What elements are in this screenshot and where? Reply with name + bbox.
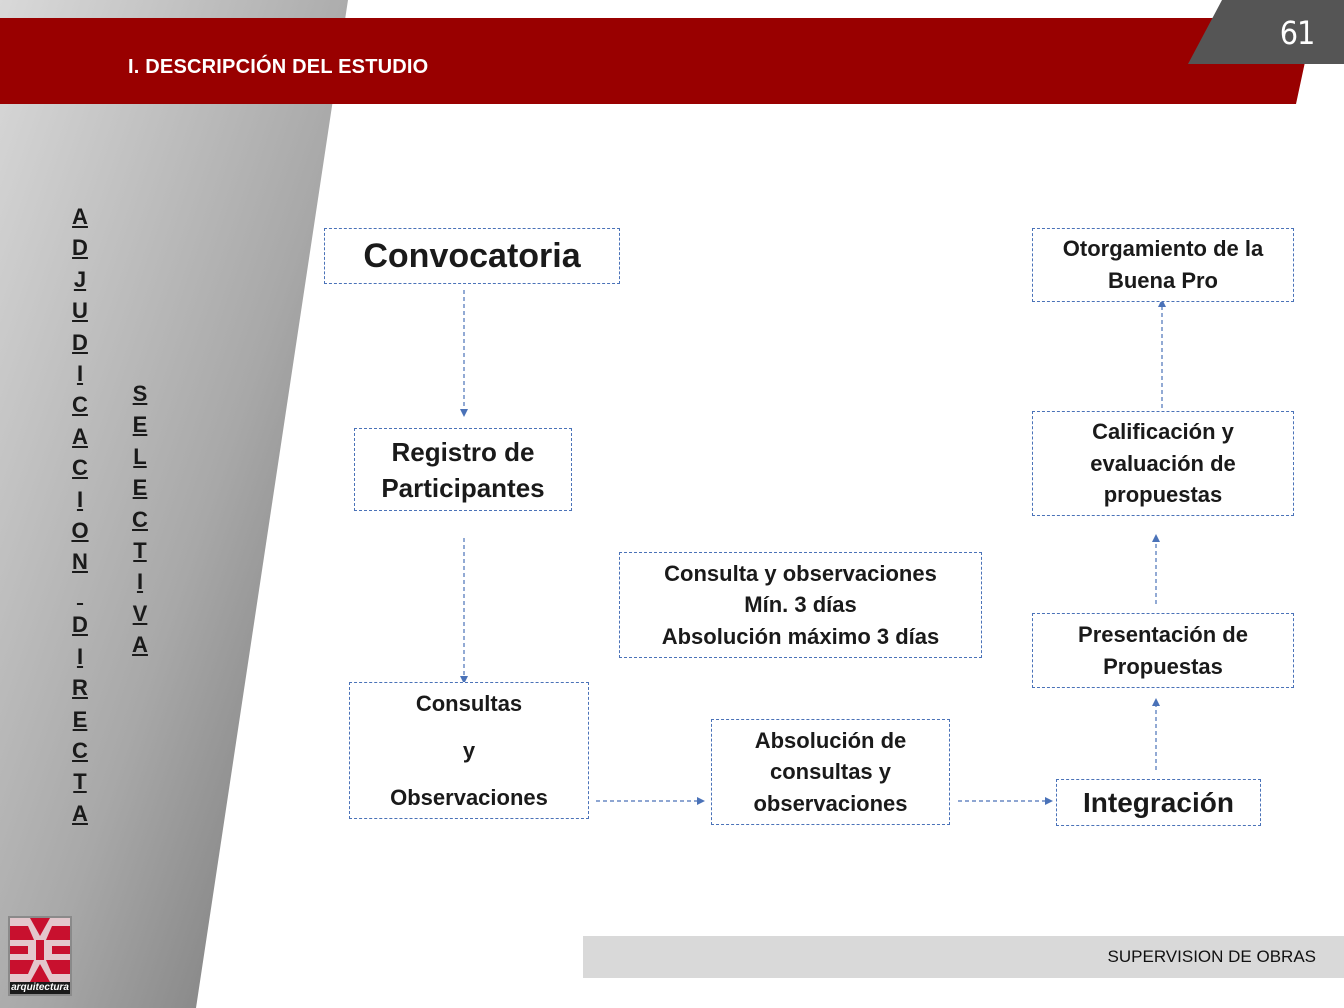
- integracion-text: Integración: [1083, 786, 1234, 818]
- adjudicacion-directa-letter: A: [72, 800, 88, 826]
- adjudicacion-directa-letter: I: [76, 643, 84, 669]
- convocatoria-text: Convocatoria: [363, 236, 581, 275]
- adjudicacion-directa-letter: R: [72, 675, 88, 701]
- adjudicacion-directa-letter: D: [72, 329, 88, 355]
- box-consultas-observaciones: [349, 682, 589, 819]
- absolucion-text: Absolución de consultas y observaciones: [753, 727, 908, 816]
- selectiva-letter: V: [132, 600, 148, 626]
- page-number: 61: [1279, 14, 1315, 52]
- footer-text: SUPERVISION DE OBRAS: [1107, 947, 1316, 966]
- adjudicacion-directa-letter: U: [72, 298, 88, 324]
- selectiva-letter: L: [133, 443, 147, 469]
- section-title: I. DESCRIPCIÓN DEL ESTUDIO: [128, 56, 429, 78]
- adjudicacion-directa-letter: D: [72, 235, 88, 261]
- selectiva-letter: E: [132, 412, 148, 438]
- registro-text: Registro de Participantes: [381, 436, 545, 503]
- logo-text: arquitectura: [11, 982, 69, 993]
- consulta-plazos-text: Consulta y observaciones Mín. 3 días Absolución máximo 3 días: [661, 560, 940, 649]
- selectiva-letter: C: [132, 506, 148, 532]
- adjudicacion-directa-letter: C: [72, 392, 88, 418]
- adjudicacion-directa-letter: E: [72, 706, 88, 732]
- box-convocatoria: [324, 228, 620, 284]
- selectiva-letter: I: [136, 569, 144, 595]
- adjudicacion-directa-letter: I: [76, 486, 84, 512]
- adjudicacion-directa-letter: D: [72, 612, 88, 638]
- box-absolucion-consultas: [711, 719, 950, 825]
- otorgamiento-text: Otorgamiento de la Buena Pro: [1062, 236, 1264, 293]
- adjudicacion-directa-letter: N: [72, 549, 88, 575]
- adjudicacion-directa-letter: C: [72, 455, 88, 481]
- selectiva-letter: T: [133, 538, 147, 564]
- adjudicacion-directa-letter: J: [73, 266, 87, 292]
- selectiva-letter: S: [132, 381, 148, 406]
- adjudicacion-directa-letter: O: [71, 518, 89, 544]
- adjudicacion-directa-letter: C: [72, 737, 88, 763]
- box-integracion: [1056, 779, 1261, 826]
- adjudicacion-directa-letter: A: [72, 423, 88, 449]
- adjudicacion-directa-letter: I: [76, 361, 84, 387]
- box-consulta-plazos: [619, 552, 982, 658]
- box-calificacion-evaluacion: [1032, 411, 1294, 516]
- box-otorgamiento-buena-pro: [1032, 228, 1294, 302]
- adjudicacion-directa-letter: T: [73, 769, 87, 795]
- consultas-text: Consultas y Observaciones: [390, 691, 548, 810]
- box-presentacion-propuestas: [1032, 613, 1294, 688]
- adjudicacion-directa-letter: A: [72, 204, 88, 229]
- selectiva-letter: A: [132, 632, 148, 658]
- presentacion-text: Presentación de Propuestas: [1078, 622, 1248, 679]
- box-registro-participantes: [354, 428, 572, 511]
- selectiva-letter: E: [132, 475, 148, 501]
- calificacion-text: Calificación y evaluación de propuestas: [1090, 419, 1236, 508]
